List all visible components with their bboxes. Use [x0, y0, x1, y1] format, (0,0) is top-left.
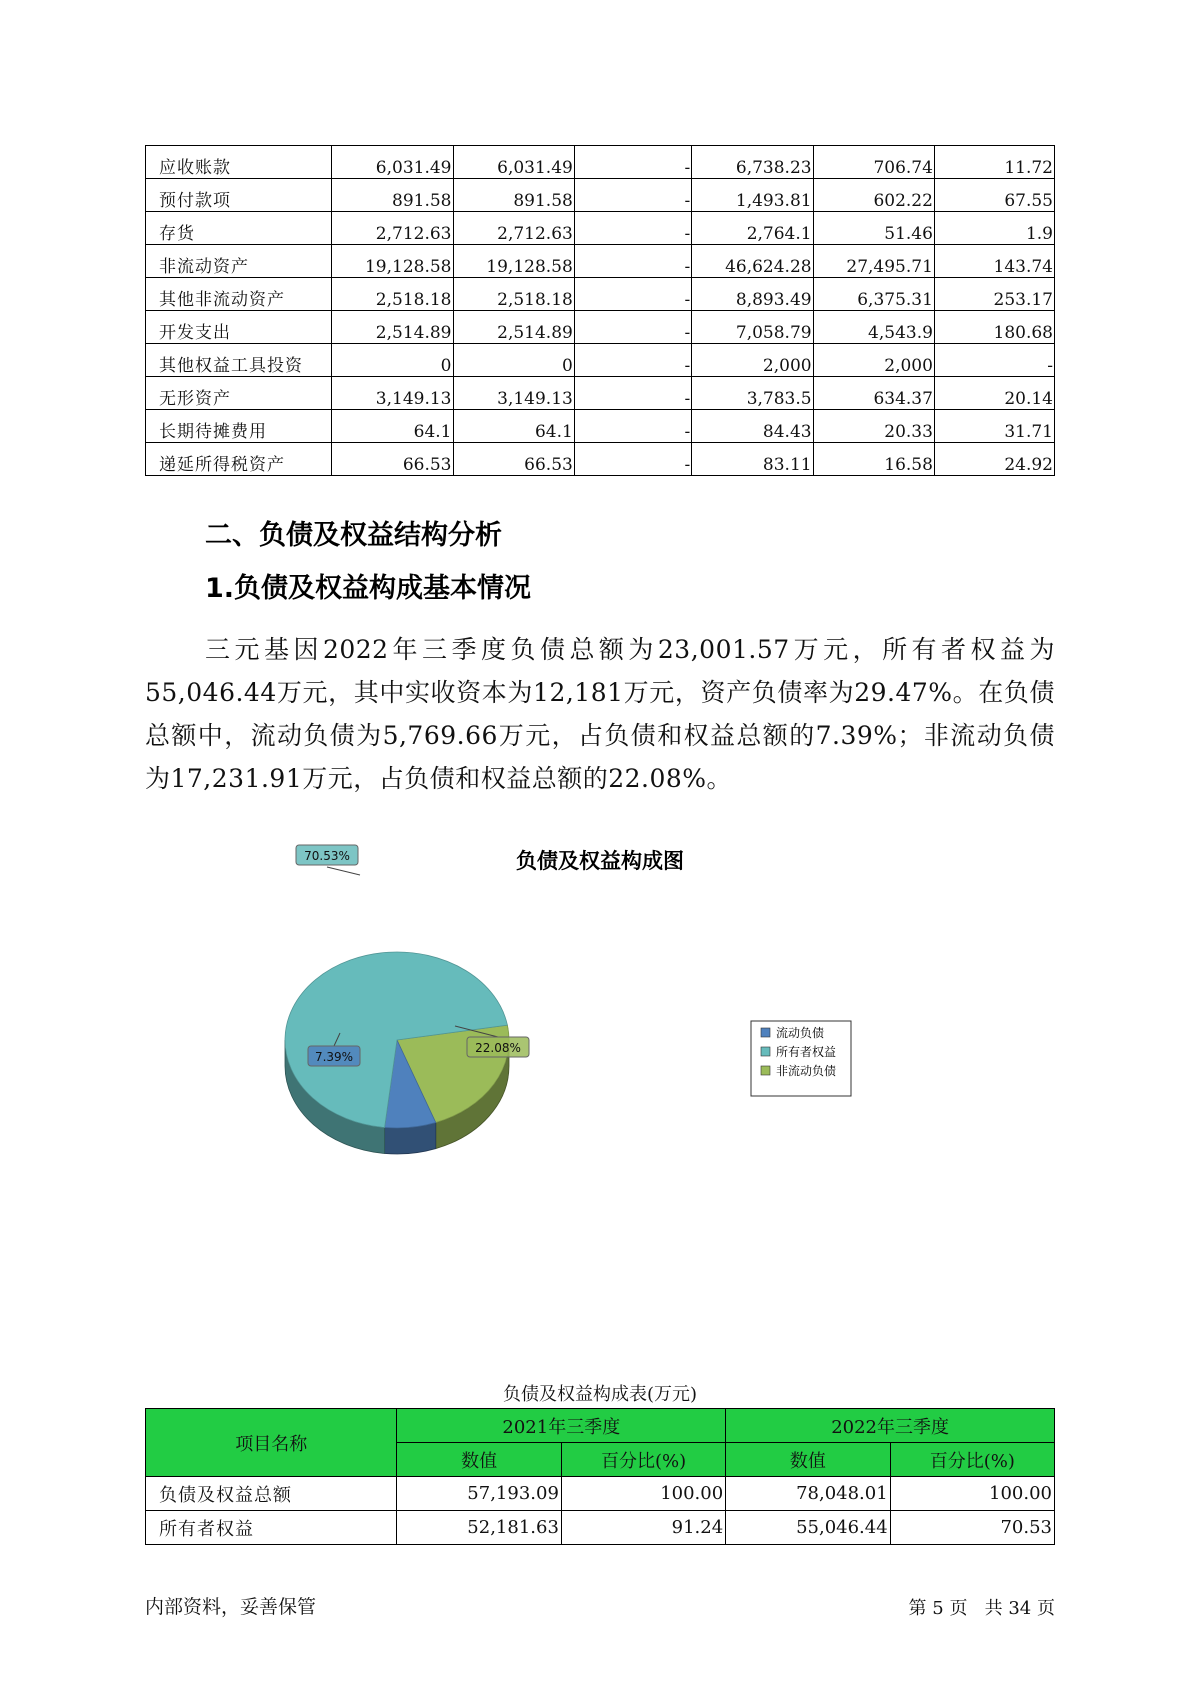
cell-value: 3,149.13 [453, 377, 574, 410]
table-row [146, 146, 1055, 179]
table-row [146, 245, 1055, 278]
cell-value: 7,058.79 [692, 311, 813, 344]
cell-value: 19,128.58 [453, 245, 574, 278]
cell-value: 100.00 [890, 1477, 1054, 1511]
cell-value: 24.92 [934, 443, 1054, 476]
legend-label: 流动负债 [776, 1026, 825, 1040]
cell-value: 46,624.28 [692, 245, 813, 278]
table-row [146, 212, 1055, 245]
cell-value: 2,712.63 [453, 212, 574, 245]
cell-value: 2,514.89 [332, 311, 453, 344]
cell-value: 2,514.89 [453, 311, 574, 344]
row-label: 无形资产 [146, 377, 332, 410]
cell-value: 1.9 [934, 212, 1054, 245]
cell-value: 2,518.18 [453, 278, 574, 311]
label-leader-line [327, 867, 360, 875]
chart-legend [751, 1021, 851, 1096]
cell-value: 31.71 [934, 410, 1054, 443]
cell-value: 64.1 [453, 410, 574, 443]
footer-page-number [909, 1594, 1055, 1620]
cell-value: 70.53 [890, 1511, 1054, 1545]
table-row [146, 1511, 1055, 1545]
cell-value: 66.53 [332, 443, 453, 476]
table-row [146, 179, 1055, 212]
cell-value: 0 [332, 344, 453, 377]
equity-table [145, 1408, 1055, 1545]
table-row [146, 311, 1055, 344]
cell-value: 11.72 [934, 146, 1054, 179]
legend-swatch [761, 1047, 770, 1056]
asset-table [145, 145, 1055, 476]
pie-chart [145, 830, 1045, 1190]
row-label: 开发支出 [146, 311, 332, 344]
cell-value: 19,128.58 [332, 245, 453, 278]
page-prefix: 第 [908, 1598, 927, 1619]
row-label: 非流动资产 [146, 245, 332, 278]
table-row [146, 344, 1055, 377]
header-value-2021: 数值 [397, 1443, 561, 1477]
cell-value: 57,193.09 [397, 1477, 561, 1511]
cell-value: 67.55 [934, 179, 1054, 212]
header-value-2022: 数值 [726, 1443, 890, 1477]
cell-value: 253.17 [934, 278, 1054, 311]
cell-value: 91.24 [561, 1511, 725, 1545]
cell-value: - [574, 311, 691, 344]
data-label: 22.08% [475, 1041, 521, 1055]
row-label: 负债及权益总额 [146, 1477, 397, 1511]
legend-swatch [761, 1066, 770, 1075]
header-pct-2021: 百分比(%) [561, 1443, 725, 1477]
table-caption: 负债及权益构成表(万元) [502, 1384, 698, 1405]
row-label: 应收账款 [146, 146, 332, 179]
total-suffix: 页 [1037, 1598, 1055, 1619]
cell-value: 84.43 [692, 410, 813, 443]
cell-value: - [574, 344, 691, 377]
row-label: 所有者权益 [146, 1511, 397, 1545]
cell-value: - [574, 146, 691, 179]
legend-label: 所有者权益 [776, 1045, 837, 1059]
cell-value: - [574, 377, 691, 410]
chart-title: 负债及权益构成图 [516, 849, 684, 873]
cell-value: 2,000 [813, 344, 934, 377]
page-num: 5 [932, 1598, 944, 1619]
cell-value: 8,893.49 [692, 278, 813, 311]
cell-value: 6,031.49 [453, 146, 574, 179]
cell-value: 6,738.23 [692, 146, 813, 179]
cell-value: 100.00 [561, 1477, 725, 1511]
cell-value: 55,046.44 [726, 1511, 890, 1545]
cell-value: 2,764.1 [692, 212, 813, 245]
total-num: 34 [1008, 1598, 1032, 1619]
data-label: 70.53% [304, 849, 350, 863]
asset-table-body [146, 146, 1055, 476]
cell-value: 0 [453, 344, 574, 377]
cell-value: 66.53 [453, 443, 574, 476]
data-label: 7.39% [314, 1050, 354, 1064]
row-label: 递延所得税资产 [146, 443, 332, 476]
cell-value: - [574, 410, 691, 443]
cell-value: 180.68 [934, 311, 1054, 344]
cell-value: 64.1 [332, 410, 453, 443]
sub-heading: 1.负债及权益构成基本情况 [205, 573, 532, 604]
cell-value: 1,493.81 [692, 179, 813, 212]
cell-value: 6,031.49 [332, 146, 453, 179]
cell-value: 20.33 [813, 410, 934, 443]
cell-value: 143.74 [934, 245, 1054, 278]
header-2022: 2022年三季度 [726, 1409, 1055, 1443]
cell-value: 27,495.71 [813, 245, 934, 278]
equity-table-body [146, 1409, 1055, 1545]
table-row [146, 377, 1055, 410]
cell-value: - [934, 344, 1054, 377]
cell-value: 6,375.31 [813, 278, 934, 311]
cell-value: 2,000 [692, 344, 813, 377]
row-label: 其他权益工具投资 [146, 344, 332, 377]
cell-value: 706.74 [813, 146, 934, 179]
row-label: 预付款项 [146, 179, 332, 212]
cell-value: 83.11 [692, 443, 813, 476]
table-row [146, 278, 1055, 311]
cell-value: 78,048.01 [726, 1477, 890, 1511]
cell-value: 4,543.9 [813, 311, 934, 344]
header-item-name: 项目名称 [146, 1409, 397, 1477]
table-row [146, 443, 1055, 476]
header-pct-2022: 百分比(%) [890, 1443, 1054, 1477]
footer-confidential: 内部资料，妥善保管 [145, 1596, 317, 1618]
row-label: 长期待摊费用 [146, 410, 332, 443]
cell-value: 2,518.18 [332, 278, 453, 311]
cell-value: 16.58 [813, 443, 934, 476]
pie-group [285, 845, 529, 1154]
cell-value: - [574, 278, 691, 311]
body-paragraph: 三元基因2022年三季度负债总额为23,001.57万元，所有者权益为55,046.44万元，其中实收资本为12,181万元，资产负债率为29.47%。在负债总额中，流动负债为5,769.66万元，占负债和权益总额的7.39%；非流动负债为17,231.91万元，占负债和权益总额的22.08%。 [145, 635, 1055, 793]
cell-value: 51.46 [813, 212, 934, 245]
cell-value: - [574, 443, 691, 476]
cell-value: 634.37 [813, 377, 934, 410]
cell-value: 3,783.5 [692, 377, 813, 410]
header-row-1 [146, 1409, 1055, 1443]
section-heading: 二、负债及权益结构分析 [205, 520, 502, 551]
cell-value: 52,181.63 [397, 1511, 561, 1545]
cell-value: 2,712.63 [332, 212, 453, 245]
table-row [146, 410, 1055, 443]
total-prefix: 共 [984, 1598, 1003, 1619]
cell-value: - [574, 179, 691, 212]
cell-value: 602.22 [813, 179, 934, 212]
legend-swatch [761, 1028, 770, 1037]
cell-value: - [574, 245, 691, 278]
cell-value: 891.58 [453, 179, 574, 212]
table-row [146, 1477, 1055, 1511]
cell-value: 3,149.13 [332, 377, 453, 410]
cell-value: - [574, 212, 691, 245]
row-label: 其他非流动资产 [146, 278, 332, 311]
page-mid: 页 [949, 1598, 968, 1619]
row-label: 存货 [146, 212, 332, 245]
header-2021: 2021年三季度 [397, 1409, 726, 1443]
legend-label: 非流动负债 [776, 1064, 837, 1078]
cell-value: 891.58 [332, 179, 453, 212]
cell-value: 20.14 [934, 377, 1054, 410]
